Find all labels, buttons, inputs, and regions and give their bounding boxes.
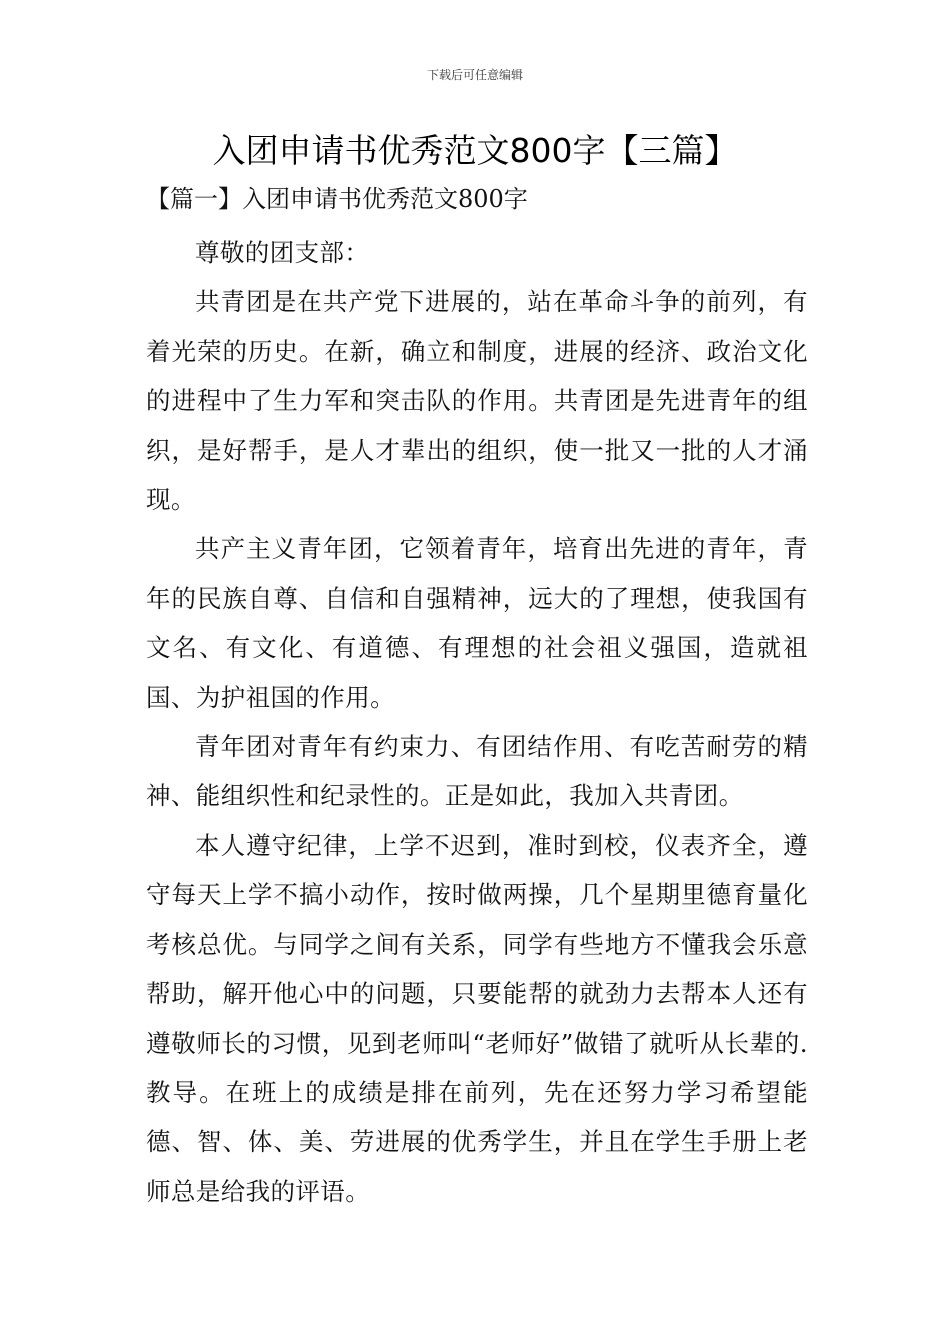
page-header-note: 下载后可任意编辑 [426, 68, 523, 82]
paragraph: 本人遵守纪律，上学不迟到，准时到校，仪表齐全，遵守每天上学不搞小动作，按时做两操，几个星期里德育量化考核总优。与同学之间有关系，同学有些地方不懂我会乐意帮助，解开他心中的问题，只要能帮的就劲力去帮本人还有遵敬师长的习惯，见到老师叫“老师好”做错了就听从长辈的.教导。在班上的成绩是排在前列，先在还努力学习希望能德、智、体、美、劳进展的优秀学生，并且在学生手册上老师总是给我的评语。 [146, 830, 808, 1206]
document-body [146, 228, 808, 1216]
document-title: 入团申请书优秀范文800字【三篇】 [212, 131, 738, 170]
paragraph: 共产主义青年团，它领着青年，培育出先进的青年，青年的民族自尊、自信和自强精神，远大的了理想，使我国有文名、有文化、有道德、有理想的社会祖义强国，造就祖国、为护祖国的作用。 [146, 534, 808, 712]
salutation: 尊敬的团支部： [195, 238, 370, 267]
section-heading: 【篇一】入团申请书优秀范文800字 [146, 185, 528, 213]
paragraph: 共青团是在共产党下进展的，站在革命斗争的前列，有着光荣的历史。在新，确立和制度，进展的经济、政治文化的进程中了生力军和突击队的作用。共青团是先进青年的组织，是好帮手，是人才辈出的组织，使一批又一批的人才涌现。 [146, 287, 808, 515]
paragraph: 青年团对青年有约束力、有团结作用、有吃苦耐劳的精神、能组织性和纪录性的。正是如此，我加入共青团。 [146, 732, 808, 811]
